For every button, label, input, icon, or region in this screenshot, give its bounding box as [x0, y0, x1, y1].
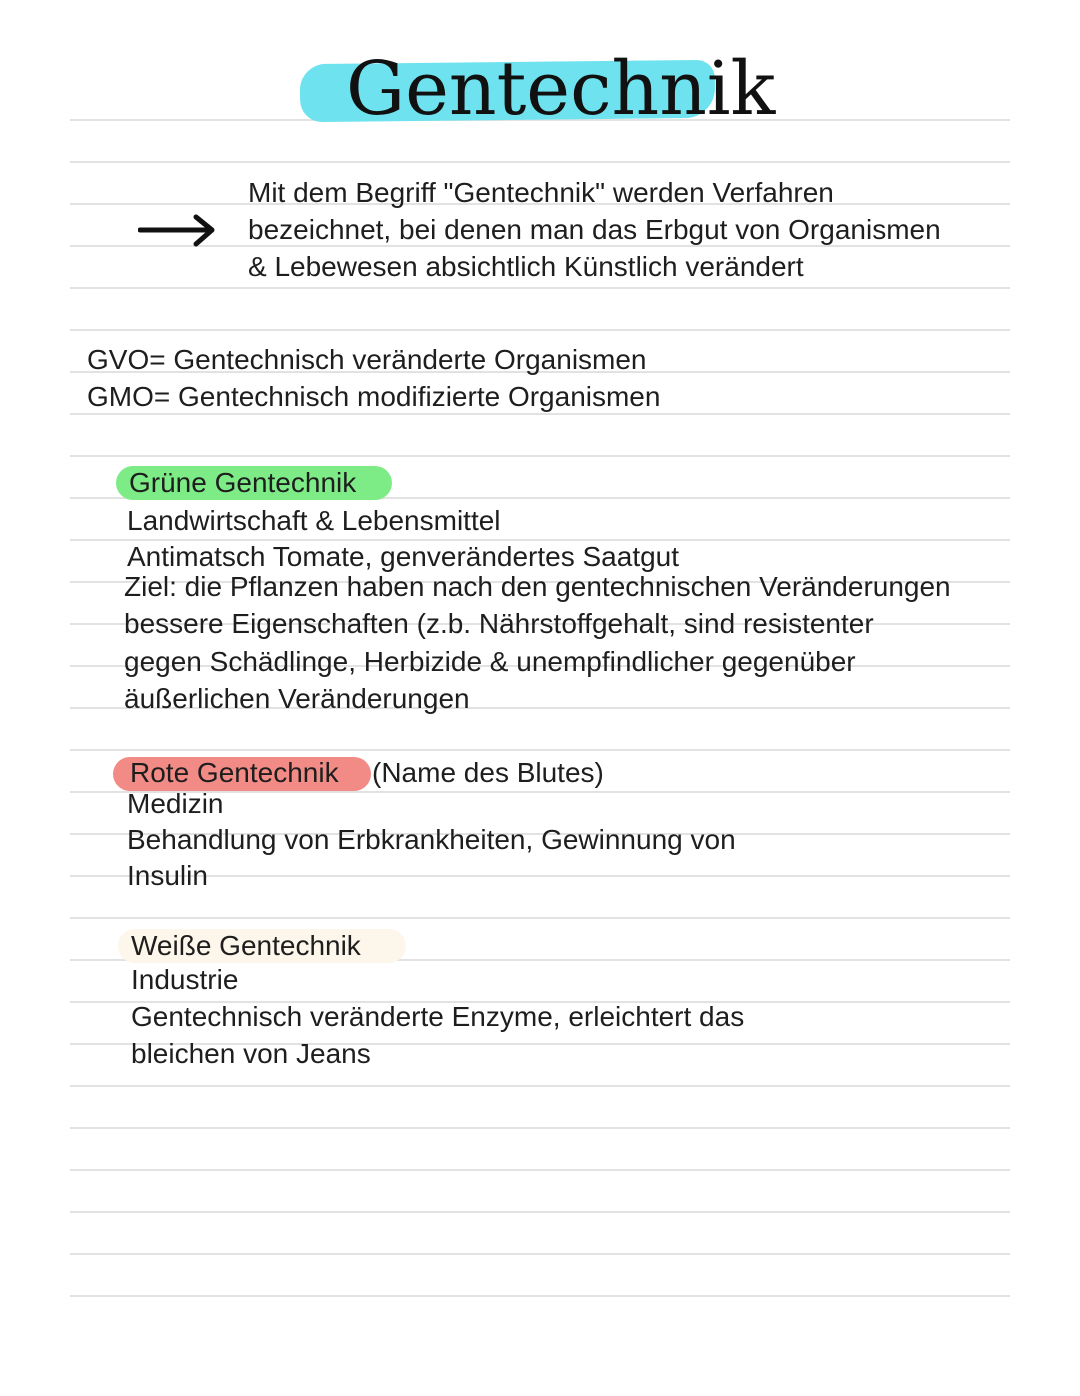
green-examples: Antimatsch Tomate, genverändertes Saatgut	[127, 541, 680, 572]
red-area: Medizin	[127, 788, 224, 819]
arrow-right-icon	[138, 211, 218, 251]
definition-line-2: bezeichnet, bei denen man das Erbgut von Organismen	[248, 214, 941, 245]
white-heading: Weiße Gentechnik	[131, 930, 361, 961]
white-area: Industrie	[131, 964, 239, 995]
red-heading: Rote Gentechnik	[130, 757, 339, 788]
green-area: Landwirtschaft & Lebensmittel	[127, 505, 501, 536]
ruled-line	[70, 1253, 1010, 1255]
ruled-line	[70, 875, 1010, 877]
green-heading: Grüne Gentechnik	[129, 467, 357, 498]
ruled-line	[70, 1127, 1010, 1129]
green-goal-line-3: gegen Schädlinge, Herbizide & unempfindlicher gegenüber	[124, 646, 856, 677]
white-examples-line-1: Gentechnisch veränderte Enzyme, erleichtert das	[131, 1001, 745, 1032]
ruled-line	[70, 161, 1010, 163]
green-goal-line-1: Ziel: die Pflanzen haben nach den gentechnischen Veränderungen	[124, 571, 951, 602]
ruled-line	[70, 917, 1010, 919]
red-examples-line-1: Behandlung von Erbkrankheiten, Gewinnung von	[127, 824, 736, 855]
ruled-line	[70, 287, 1010, 289]
definition-line-3: & Lebewesen absichtlich Künstlich verändert	[248, 251, 804, 282]
red-examples-line-2: Insulin	[127, 860, 208, 891]
green-goal-line-2: bessere Eigenschaften (z.b. Nährstoffgehalt, sind resistenter	[124, 608, 874, 639]
ruled-line	[70, 1295, 1010, 1297]
page-title: Gentechnik	[346, 46, 776, 132]
ruled-line	[70, 329, 1010, 331]
red-note: (Name des Blutes)	[372, 757, 604, 788]
green-goal-line-4: äußerlichen Veränderungen	[124, 683, 470, 714]
ruled-line	[70, 1085, 1010, 1087]
abbreviation-gmo: GMO= Gentechnisch modifizierte Organismen	[87, 381, 661, 412]
ruled-line	[70, 1169, 1010, 1171]
ruled-line	[70, 749, 1010, 751]
abbreviation-gvo: GVO= Gentechnisch veränderte Organismen	[87, 344, 647, 375]
definition-line-1: Mit dem Begriff "Gentechnik" werden Verfahren	[248, 177, 834, 208]
white-examples-line-2: bleichen von Jeans	[131, 1038, 371, 1069]
ruled-line	[70, 455, 1010, 457]
ruled-line	[70, 1211, 1010, 1213]
